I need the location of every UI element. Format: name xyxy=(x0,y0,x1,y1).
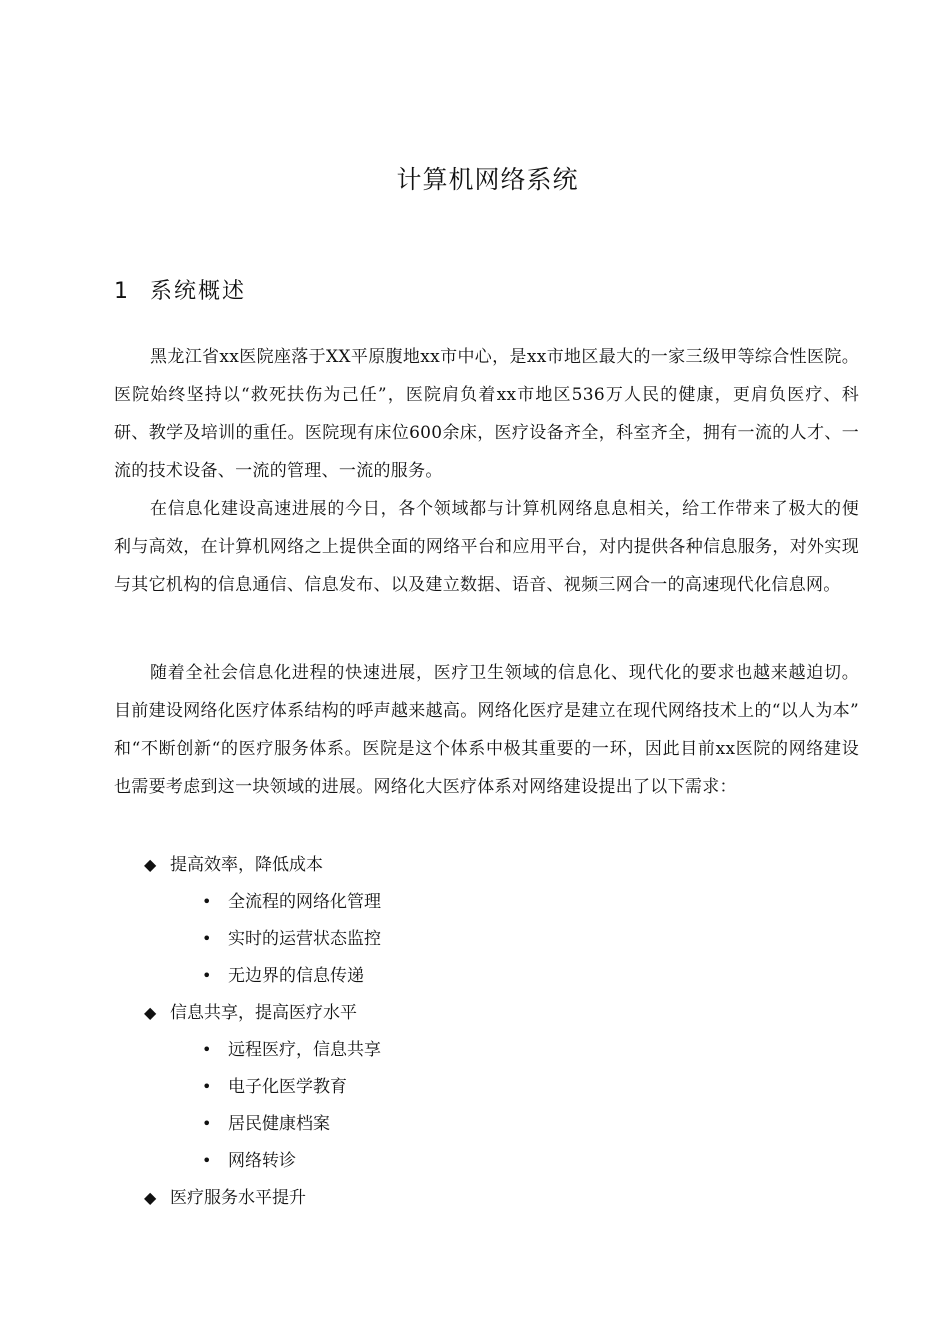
list-item xyxy=(114,994,859,1031)
list-item xyxy=(114,1179,859,1216)
dot-bullet-icon: • xyxy=(202,929,212,948)
list-item-label: 电子化医学教育 xyxy=(228,1077,347,1097)
list-item xyxy=(114,1031,859,1068)
list-item-label: 远程医疗，信息共享 xyxy=(228,1040,381,1060)
list-item xyxy=(114,920,859,957)
overview-paragraph-block-2 xyxy=(114,654,859,806)
document-title: 计算机网络系统 xyxy=(396,165,579,194)
list-item-label: 网络转诊 xyxy=(228,1151,296,1171)
list-item-label: 居民健康档案 xyxy=(228,1114,330,1134)
dot-bullet-icon: • xyxy=(202,1077,212,1096)
paragraph: 随着全社会信息化进程的快速进展，医疗卫生领域的信息化、现代化的要求也越来越迫切。目前建设网络化医疗体系结构的呼声越来越高。网络化医疗是建立在现代网络技术上的“以人为本” 和“不断创新“的医疗服务体系。医院是这个体系中极其重要的一环，因此目前xx医院的网络建设也需要考虑到这一块领域的进展。网络化大医疗体系对网络建设提出了以下需求： xyxy=(114,663,859,797)
paragraph: 在信息化建设高速进展的今日，各个领域都与计算机网络息息相关，给工作带来了极大的便利与高效，在计算机网络之上提供全面的网络平台和应用平台，对内提供各种信息服务，对外实现与其它机构的信息通信、信息发布、以及建立数据、语音、视频三网合一的高速现代化信息网。 xyxy=(114,499,859,595)
dot-bullet-icon: • xyxy=(202,1040,212,1059)
dot-bullet-icon: • xyxy=(202,966,212,985)
dot-bullet-icon: • xyxy=(202,1114,212,1133)
paragraph: 黑龙江省xx医院座落于XX平原腹地xx市中心，是xx市地区最大的一家三级甲等综合性医院。医院始终坚持以“救死扶伤为己任”，医院肩负着xx市地区536万人民的健康，更肩负医疗、科研、教学及培训的重任。医院现有床位600余床，医疗设备齐全，科室齐全，拥有一流的人才、一流的技术设备、一流的管理、一流的服务。 xyxy=(114,347,859,481)
list-item-label: 信息共享，提高医疗水平 xyxy=(170,1003,357,1023)
list-item xyxy=(114,1142,859,1179)
section-heading-text: 系统概述 xyxy=(150,279,247,304)
list-item xyxy=(114,846,859,883)
requirements-list xyxy=(114,846,859,1216)
list-item xyxy=(114,1068,859,1105)
section-number: 1 xyxy=(114,279,130,304)
list-item-label: 无边界的信息传递 xyxy=(228,966,364,986)
diamond-bullet-icon: ◆ xyxy=(144,855,157,874)
diamond-bullet-icon: ◆ xyxy=(144,1188,157,1207)
dot-bullet-icon: • xyxy=(202,892,212,911)
list-item-label: 全流程的网络化管理 xyxy=(228,892,381,912)
list-item xyxy=(114,1105,859,1142)
overview-paragraph-block-1 xyxy=(114,338,859,604)
list-item-label: 医疗服务水平提升 xyxy=(170,1188,306,1208)
list-item-label: 实时的运营状态监控 xyxy=(228,929,381,949)
dot-bullet-icon: • xyxy=(202,1151,212,1170)
list-item-label: 提高效率，降低成本 xyxy=(170,855,323,875)
list-item xyxy=(114,883,859,920)
list-item xyxy=(114,957,859,994)
diamond-bullet-icon: ◆ xyxy=(144,1003,157,1022)
section-heading xyxy=(114,276,246,308)
